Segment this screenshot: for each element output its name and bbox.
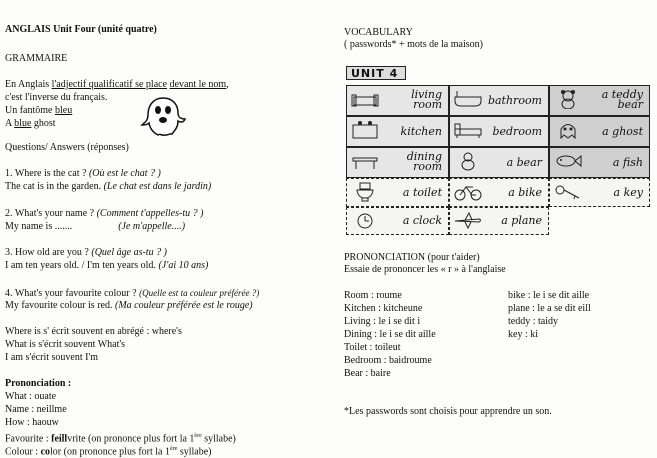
stove-icon	[350, 120, 380, 140]
vocab-cell	[449, 116, 549, 147]
answer-4	[5, 300, 253, 312]
pronunciation-help-heading: PRONONCIATION (pour t'aider)	[344, 252, 480, 263]
answer-2	[5, 221, 185, 233]
answer-3-text: I am ten years old. / I'm ten years old.	[5, 260, 159, 271]
pronunciation-item: teddy : taidy	[508, 316, 558, 327]
colour-end: syllabe)	[177, 446, 212, 458]
example-french	[5, 105, 72, 117]
example-french-text: Un fantôme	[5, 105, 55, 116]
vocab-word: bathroom	[487, 93, 542, 107]
page-title: ANGLAIS Unit Four (unité quatre)	[5, 24, 157, 35]
ghost-icon	[140, 95, 186, 139]
pronunciation-item: Living : le i se dit i	[344, 316, 421, 327]
favourite-sup: ère	[194, 433, 202, 439]
abbreviation-2: What is s'écrit souvent What's	[5, 339, 126, 350]
table-icon	[350, 151, 380, 171]
vocab-word: living room	[411, 88, 442, 111]
unit-label: UNIT 4	[351, 67, 399, 80]
vocab-word: a fish	[612, 155, 643, 169]
grammar-rule-line2: c'est l'inverse du français.	[5, 92, 108, 103]
pronunciation-what: What : ouate	[5, 391, 57, 402]
vocab-word: dining room	[406, 150, 442, 173]
question-4-translation: (Quelle est ta couleur préférée ?)	[139, 288, 260, 298]
example-english-adjective: blue	[14, 118, 32, 129]
vocab-cell	[346, 85, 449, 116]
pronunciation-item: Kitchen : kitcheune	[344, 303, 423, 314]
question-3-text: 3. How old are you ?	[5, 247, 92, 258]
question-1-text: 1. Where is the cat ?	[5, 168, 89, 179]
vocab-cell	[346, 207, 449, 235]
grammar-rule-text: En Anglais	[5, 79, 52, 90]
question-2-translation: (Comment t'appelles-tu ? )	[96, 208, 204, 219]
pronunciation-item: Toilet : toileut	[344, 342, 401, 353]
key-icon	[553, 182, 583, 202]
pronunciation-item: plane : le a se dit eill	[508, 303, 591, 314]
favourite-end: syllabe)	[201, 433, 236, 445]
answer-4-text: My favourite colour is red.	[5, 300, 115, 311]
vocabulary-grid	[346, 66, 650, 236]
grammar-heading: GRAMMAIRE	[5, 53, 68, 64]
clock-icon	[350, 211, 380, 231]
toilet-icon	[350, 182, 380, 202]
abbreviation-1: Where is s' écrit souvent en abrégé : where's	[5, 326, 182, 337]
answer-2-text: My name is .......	[5, 221, 73, 232]
question-4	[5, 287, 259, 300]
plane-icon	[453, 211, 483, 231]
pronunciation-heading: Prononciation :	[5, 378, 72, 389]
question-2	[5, 208, 203, 220]
question-4-text: 4. What's your favourite colour ?	[5, 288, 140, 299]
teddy-bear-icon	[553, 89, 583, 109]
pronunciation-item: key : ki	[508, 329, 538, 340]
vocab-word: a plane	[501, 214, 542, 227]
colour-label: Colour :	[5, 446, 41, 458]
vocab-word: a clock	[402, 214, 442, 227]
footnote: *Les passwords sont choisis pour apprendre un son.	[344, 406, 552, 417]
question-2-text: 2. What's your name ?	[5, 208, 97, 219]
favourite-note: vrite (on prononce plus fort la 1	[67, 433, 195, 445]
fish-icon	[553, 151, 583, 171]
vocab-word: bedroom	[492, 124, 542, 138]
colour-sup: ère	[170, 446, 178, 452]
pronunciation-help-sub: Essaie de prononcer les « r » à l'anglaise	[344, 264, 506, 275]
answer-3-translation: (J'ai 10 ans)	[158, 260, 209, 271]
ghost-icon	[553, 120, 583, 140]
vocabulary-heading: VOCABULARY	[344, 27, 413, 38]
vocab-word: a toilet	[402, 185, 442, 199]
colour-stress: co	[40, 446, 51, 458]
unit-badge	[346, 66, 406, 80]
favourite-label: Favourite :	[5, 433, 52, 445]
answer-1	[5, 181, 211, 193]
vocab-cell	[449, 85, 549, 116]
pronunciation-name: Name : neillme	[5, 404, 67, 415]
grammar-rule-underline: l'adjectif qualificatif se place	[51, 79, 168, 90]
pronunciation-item: Bedroom : baidroume	[344, 355, 432, 366]
answer-2-translation: (Je m'appelle....)	[118, 221, 186, 232]
vocab-cell	[346, 116, 449, 147]
vocab-cell	[549, 178, 650, 207]
example-english-noun: ghost	[31, 118, 56, 129]
example-french-adjective: bleu	[55, 105, 73, 116]
vocab-cell	[549, 147, 650, 178]
answer-3	[5, 260, 208, 272]
pronunciation-colour	[5, 443, 211, 458]
vocab-cell	[449, 147, 549, 178]
abbreviation-3: I am s'écrit souvent I'm	[5, 352, 99, 363]
answer-1-text: The cat is in the garden.	[5, 181, 104, 192]
answer-1-translation: (Le chat est dans le jardin)	[103, 181, 212, 192]
vocab-cell	[549, 116, 650, 147]
grammar-rule-line1	[5, 79, 229, 91]
bathtub-icon	[453, 89, 483, 109]
question-1	[5, 168, 161, 180]
vocab-word: kitchen	[400, 124, 442, 138]
favourite-stress: feill	[51, 433, 68, 445]
grammar-rule-underline: devant le nom	[169, 79, 227, 90]
vocab-word: a ghost	[602, 124, 643, 138]
example-english	[5, 118, 56, 130]
vocab-cell	[549, 85, 650, 116]
pronunciation-item: Room : roume	[344, 290, 402, 301]
vocab-cell	[449, 178, 549, 207]
bike-icon	[453, 182, 483, 202]
vocab-word: a teddy bear	[601, 88, 643, 111]
sofa-icon	[350, 89, 380, 109]
question-3	[5, 247, 167, 259]
bear-icon	[453, 151, 483, 171]
vocab-word: a key	[613, 185, 643, 199]
vocab-word: a bear	[506, 155, 542, 169]
grammar-rule-punct: ,	[226, 79, 229, 90]
vocab-cell	[346, 147, 449, 178]
question-3-translation: (Quel âge as-tu ? )	[91, 247, 167, 258]
vocab-cell	[449, 207, 549, 235]
vocabulary-subheading: ( passwords* + mots de la maison)	[344, 39, 483, 50]
example-english-text: A	[5, 118, 15, 129]
qa-heading: Questions/ Answers (réponses)	[5, 142, 129, 153]
answer-4-translation: (Ma couleur préférée est le rouge)	[114, 300, 253, 311]
colour-note: lor (on prononce plus fort la 1	[50, 446, 170, 458]
pronunciation-item: Dining : le i se dit aille	[344, 329, 436, 340]
pronunciation-item: Bear : baire	[344, 368, 391, 379]
vocab-cell	[346, 178, 449, 207]
pronunciation-how: How : haouw	[5, 417, 59, 428]
pronunciation-item: bike : le i se dit aille	[508, 290, 590, 301]
bed-icon	[453, 120, 483, 140]
vocab-word: a bike	[508, 185, 542, 199]
question-1-translation: (Où est le chat ? )	[88, 168, 161, 179]
